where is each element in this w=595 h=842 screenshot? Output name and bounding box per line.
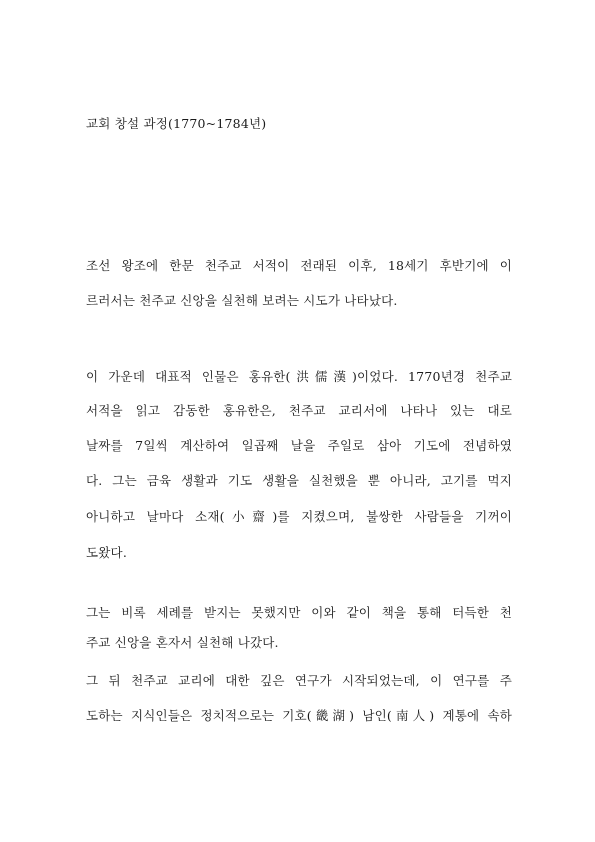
paragraph-line: 다. 그는 금육 생활과 기도 생활을 실천했을 뿐 아니라, 고기를 먹지 (86, 473, 512, 488)
paragraph-line: 서적을 읽고 감동한 홍유한은, 천주교 교리서에 나타나 있는 대로 (86, 403, 512, 418)
section-title: 교회 창설 과정(1770~1784년) (86, 116, 267, 131)
paragraph-line: 주교 신앙을 혼자서 실천해 나갔다. (86, 635, 279, 650)
paragraph-line: 이 가운데 대표적 인물은 홍유한(洪儒漢)이었다. 1770년경 천주교 (86, 369, 512, 384)
paragraph-line: 도하는 지식인들은 정치적으로는 기호(畿湖) 남인(南人) 계통에 속하 (86, 708, 512, 723)
paragraph-line: 날짜를 7일씩 계산하여 일곱째 날을 주일로 삼아 기도에 전념하였 (86, 438, 512, 453)
paragraph-line: 그 뒤 천주교 교리에 대한 깊은 연구가 시작되었는데, 이 연구를 주 (86, 673, 512, 688)
paragraph-line: 도왔다. (86, 545, 127, 560)
paragraph-line: 조선 왕조에 한문 천주교 서적이 전래된 이후, 18세기 후반기에 이 (86, 258, 512, 273)
paragraph-line: 르러서는 천주교 신앙을 실천해 보려는 시도가 나타났다. (86, 293, 398, 308)
paragraph-line: 그는 비록 세례를 받지는 못했지만 이와 같이 책을 통해 터득한 천 (86, 605, 512, 620)
paragraph-line: 아니하고 날마다 소재(小齋)를 지켰으며, 불쌍한 사람들을 기꺼이 (86, 509, 512, 524)
